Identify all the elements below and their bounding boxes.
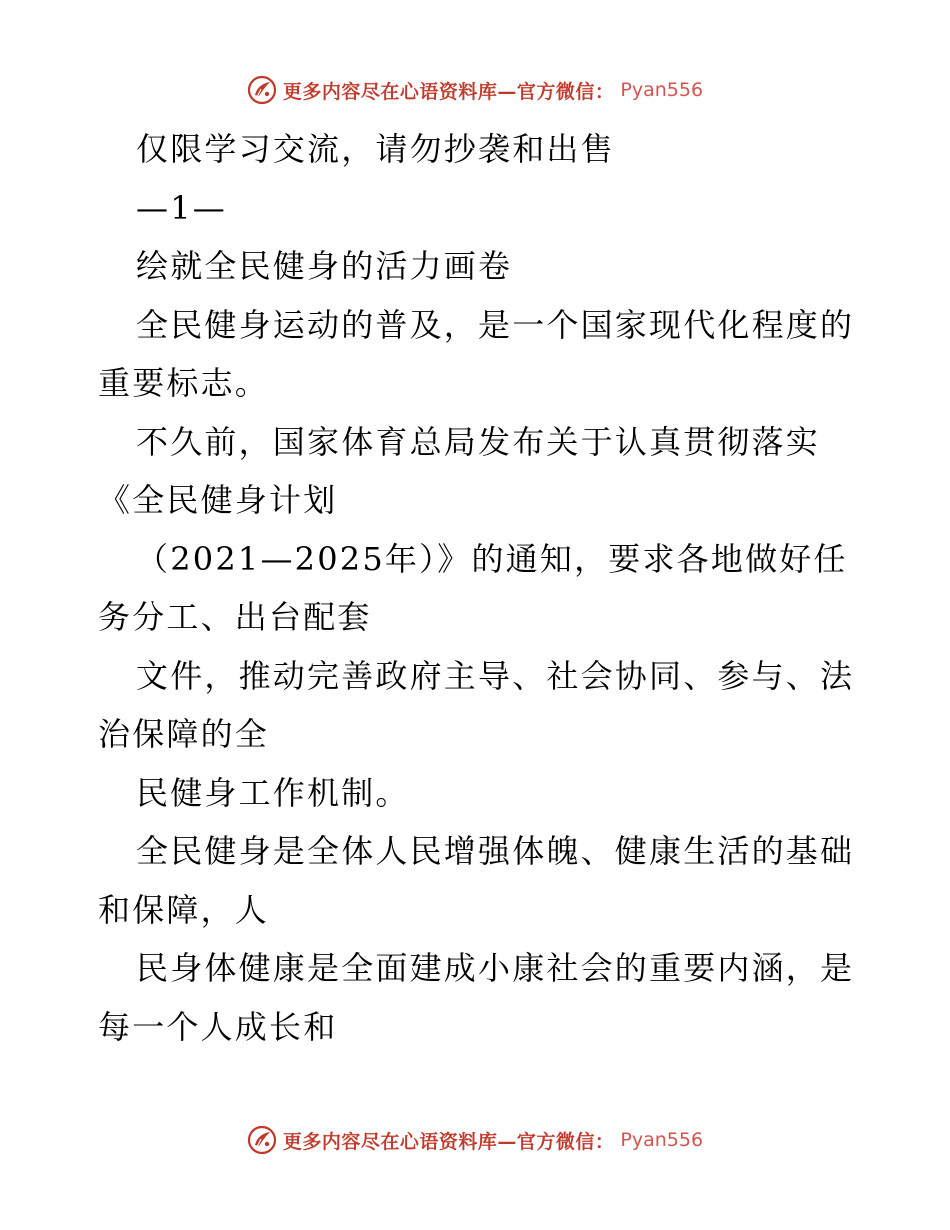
footer-watermark-banner [0, 1120, 950, 1160]
footer-watermark [247, 1125, 703, 1155]
text-line: 全民健身运动的普及，是一个国家现代化程度的 [136, 305, 855, 344]
text-line: 不久前，国家体育总局发布关于认真贯彻落实 [136, 422, 821, 461]
text-line: （2021—2025年）》的通知，要求各地做好任 [136, 539, 848, 578]
text-line: 仅限学习交流，请勿抄袭和出售 [136, 130, 615, 168]
text-line: 和保障，人 [98, 890, 270, 929]
text-line: 《全民健身计划 [98, 481, 338, 519]
wechat-handle: Pyan556 [620, 79, 704, 101]
header-watermark-banner [0, 70, 950, 110]
text-line: 务分工、出台配套 [98, 598, 372, 636]
text-line: 重要标志。 [98, 364, 270, 402]
logo-icon [247, 1125, 277, 1155]
banner-text: 更多内容尽在心语资料库—官方微信： [282, 80, 615, 103]
logo-icon [247, 75, 277, 105]
text-line: 民身体健康是全面建成小康社会的重要内涵，是 [136, 949, 855, 987]
document-body [98, 120, 858, 1056]
banner-text: 更多内容尽在心语资料库—官方微信： [282, 1130, 615, 1153]
text-line: 全民健身是全体人民增强体魄、健康生活的基础 [136, 832, 855, 870]
text-line: 民健身工作机制。 [136, 773, 410, 812]
text-line: 文件，推动完善政府主导、社会协同、参与、法 [136, 656, 855, 695]
text-line: 绘就全民健身的活力画卷 [136, 247, 513, 285]
text-line: 每一个人成长和 [98, 1007, 338, 1046]
wechat-handle: Pyan556 [620, 1129, 704, 1151]
header-watermark [247, 75, 703, 105]
text-line: 治保障的全 [98, 715, 270, 753]
text-line: —1— [136, 188, 227, 227]
